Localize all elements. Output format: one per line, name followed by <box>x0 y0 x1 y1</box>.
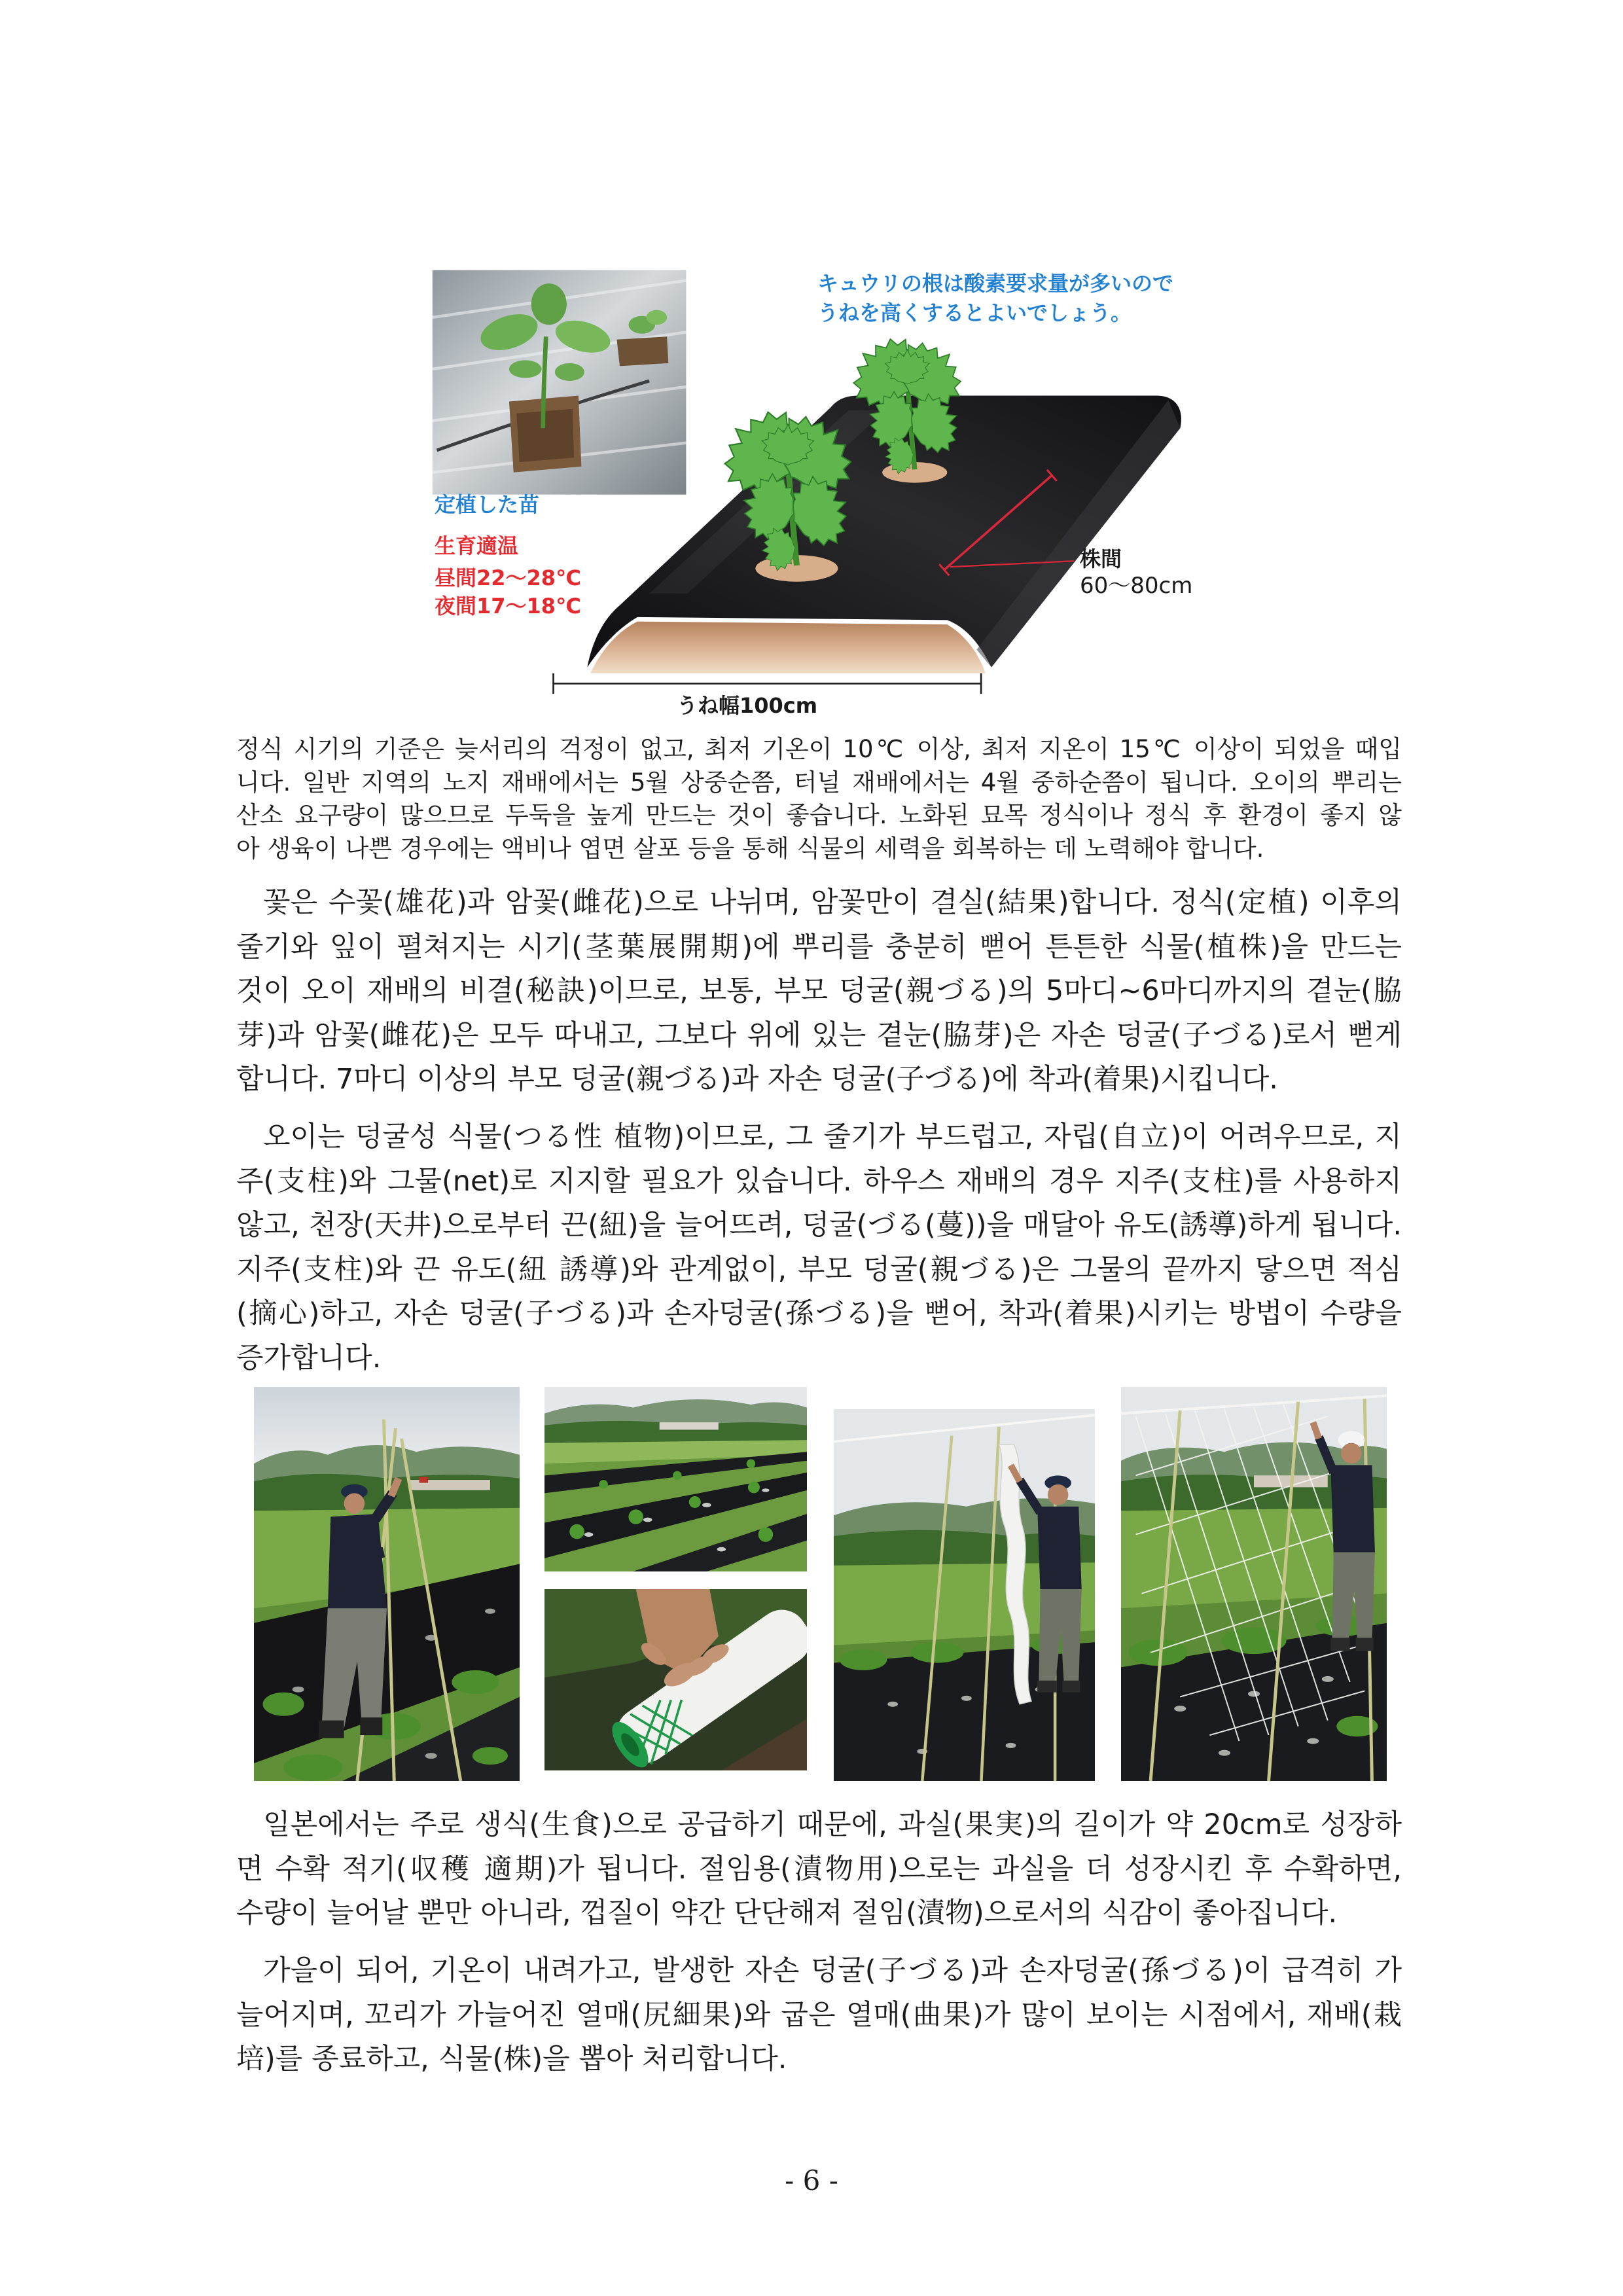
ridge-width-dimension <box>554 673 982 694</box>
photo-mulched-field <box>544 1387 807 1571</box>
text-line: 주(支柱)와 그물(net)로 지지할 필요가 있습니다. 하우스 재배의 경우 지주(支柱)를 사용하지 <box>236 1164 1402 1198</box>
page-number: - 6 - <box>785 2164 838 2197</box>
text-line: 증가합니다. <box>236 1341 382 1374</box>
temperature-day: 昼間22～28℃ <box>435 565 581 590</box>
text-line: 것이 오이 재배의 비결(秘訣)이므로, 보통, 부모 덩굴(親づる)의 5마디~6마디까지의 곁눈(脇 <box>236 975 1402 1008</box>
photo-installing-pole <box>254 1387 520 1781</box>
temperature-title: 生育適温 <box>435 533 519 558</box>
figure-caption-line-1: キュウリの根は酸素要求量が多いので <box>817 271 1174 296</box>
text-line: 줄기와 잎이 펼쳐지는 시기(茎葉展開期)에 뿌리를 충분히 뻗어 튼튼한 식물(植株)을 만드는 <box>236 930 1402 963</box>
seedling-label: 定植した苗 <box>435 492 540 517</box>
text-line: 오이는 덩굴성 식물(つる性 植物)이므로, 그 줄기가 부드럽고, 자립(自立)이 어려우므로, 지 <box>263 1121 1402 1153</box>
text-line: 일본에서는 주로 생식(生食)으로 공급하기 때문에, 과실(果実)의 길이가 약 20cm로 성장하 <box>263 1808 1402 1841</box>
text-line: 면 수확 적기(収穫 適期)가 됩니다. 절임용(漬物用)으로는 과실을 더 성장시킨 후 수확하면, <box>236 1852 1402 1886</box>
text-line: 꽃은 수꽃(雄花)과 암꽃(雌花)으로 나뉘며, 암꽃만이 결실(結果)합니다. 정식(定植) 이후의 <box>263 886 1402 919</box>
paragraph-support-and-nets <box>236 1115 1402 1381</box>
paragraph-harvest <box>236 1803 1402 1936</box>
text-line: 늘어지며, 꼬리가 가늘어진 열매(尻細果)와 굽은 열매(曲果)가 많이 보이는 시점에서, 재배(栽 <box>236 1998 1402 2032</box>
paragraph-flowers-and-vines <box>236 881 1402 1102</box>
photo-hanging-net <box>834 1409 1095 1781</box>
ridge-width-label: うね幅100cm <box>677 693 818 718</box>
paragraph-planting-time <box>236 733 1402 865</box>
text-line: 芽)과 암꽃(雌花)은 모두 따내고, 그보다 위에 있는 곁눈(脇芽)은 자손 덩굴(子づる)로서 뻗게 <box>236 1018 1402 1052</box>
text-line: 니다. 일반 지역의 노지 재배에서는 5월 상중순쯤, 터널 재배에서는 4월 중하순쯤이 됩니다. 오이의 뿌리는 <box>236 768 1402 797</box>
text-line: 아 생육이 나쁜 경우에는 액비나 엽면 살포 등을 통해 식물의 세력을 회복하는 데 노력해야 합니다. <box>236 834 1264 863</box>
soil-cross-section <box>590 622 986 673</box>
paragraph-end-of-season <box>236 1949 1402 2082</box>
photo-net-on-poles <box>1121 1387 1387 1781</box>
figure-caption-line-2: うねを高くするとよいでしょう。 <box>817 300 1132 325</box>
text-line: 합니다. 7마디 이상의 부모 덩굴(親づる)과 자손 덩굴(子づる)에 착과(着果)시킵니다. <box>236 1063 1278 1096</box>
text-line: 정식 시기의 기준은 늦서리의 걱정이 없고, 최저 기온이 10℃ 이상, 최저 지온이 15℃ 이상이 되었을 때입 <box>236 735 1402 763</box>
temperature-night: 夜間17～18℃ <box>435 594 581 619</box>
text-line: 지주(支柱)와 끈 유도(紐 誘導)와 관계없이, 부모 덩굴(親づる)은 그물의 끝까지 닿으면 적심 <box>236 1253 1402 1286</box>
seedling-photo <box>433 270 687 495</box>
text-line: 培)를 종료하고, 식물(株)을 뽑아 처리합니다. <box>236 2043 787 2076</box>
ridge-diagram <box>428 266 1224 716</box>
text-line: 수량이 늘어날 뿐만 아니라, 껍질이 약간 단단해져 절임(漬物)으로서의 식감이 좋아집니다. <box>236 1897 1338 1930</box>
text-line: 산소 요구량이 많으므로 두둑을 높게 만드는 것이 좋습니다. 노화된 묘목 정식이나 정식 후 환경이 좋지 않 <box>236 801 1402 829</box>
spacing-label: 株間 <box>1080 547 1122 571</box>
text-line: (摘心)하고, 자손 덩굴(子づる)과 손자덩굴(孫づる)을 뻗어, 착과(着果)시키는 방법이 수량을 <box>236 1297 1402 1331</box>
spacing-value: 60～80cm <box>1080 573 1193 599</box>
text-line: 않고, 천장(天井)으로부터 끈(紐)을 늘어뜨려, 덩굴(づる(蔓))을 매달아 유도(誘導)하게 됩니다. <box>236 1209 1402 1242</box>
text-line: 가을이 되어, 기온이 내려가고, 발생한 자손 덩굴(子づる)과 손자덩굴(孫づる)이 급격히 가 <box>263 1954 1402 1987</box>
photo-net-roll <box>544 1589 807 1770</box>
